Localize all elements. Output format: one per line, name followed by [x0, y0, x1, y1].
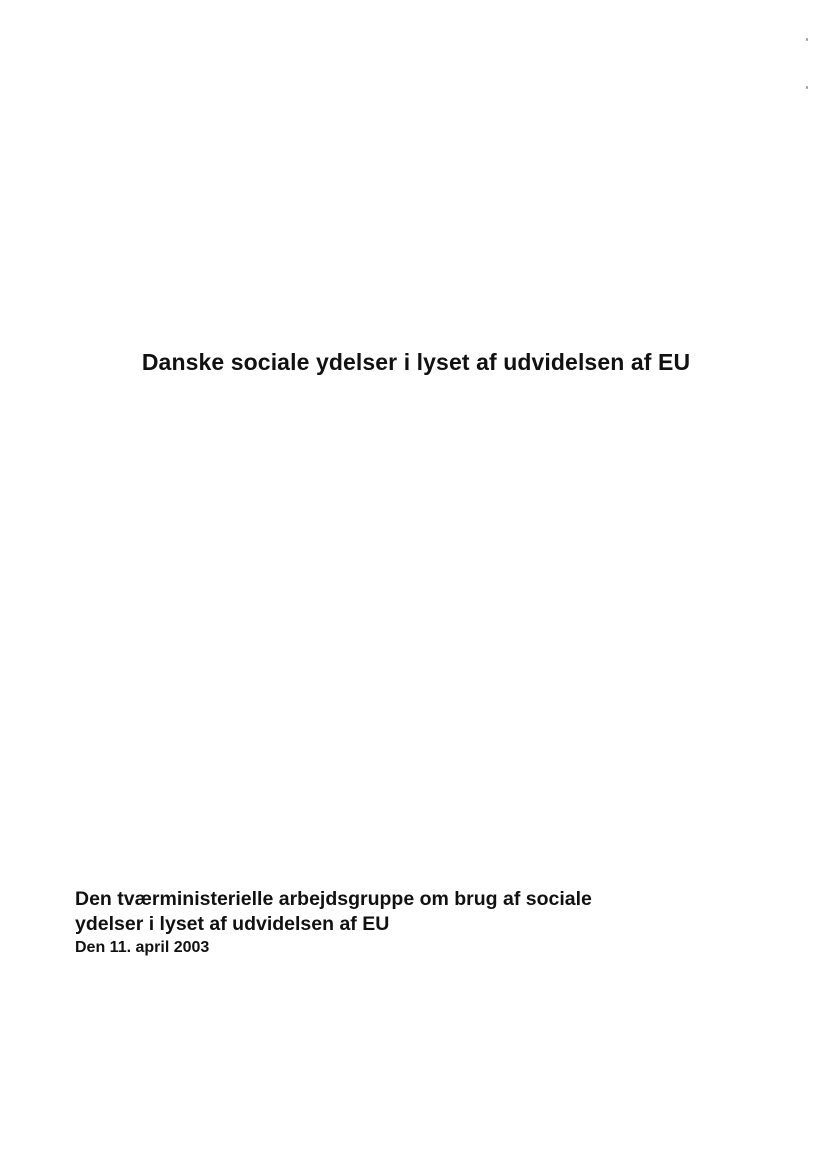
organization-name-line-1: Den tværministerielle arbejdsgruppe om brug af sociale [75, 888, 592, 910]
author-block [75, 887, 775, 959]
organization-name-line-2: ydelser i lyset af udvidelsen af EU [75, 913, 390, 935]
document-date: Den 11. april 2003 [75, 939, 210, 956]
scan-speck [806, 38, 808, 41]
scan-speck [806, 86, 808, 89]
document-title: Danske sociale ydelser i lyset af udvidelsen af EU [141, 349, 691, 375]
